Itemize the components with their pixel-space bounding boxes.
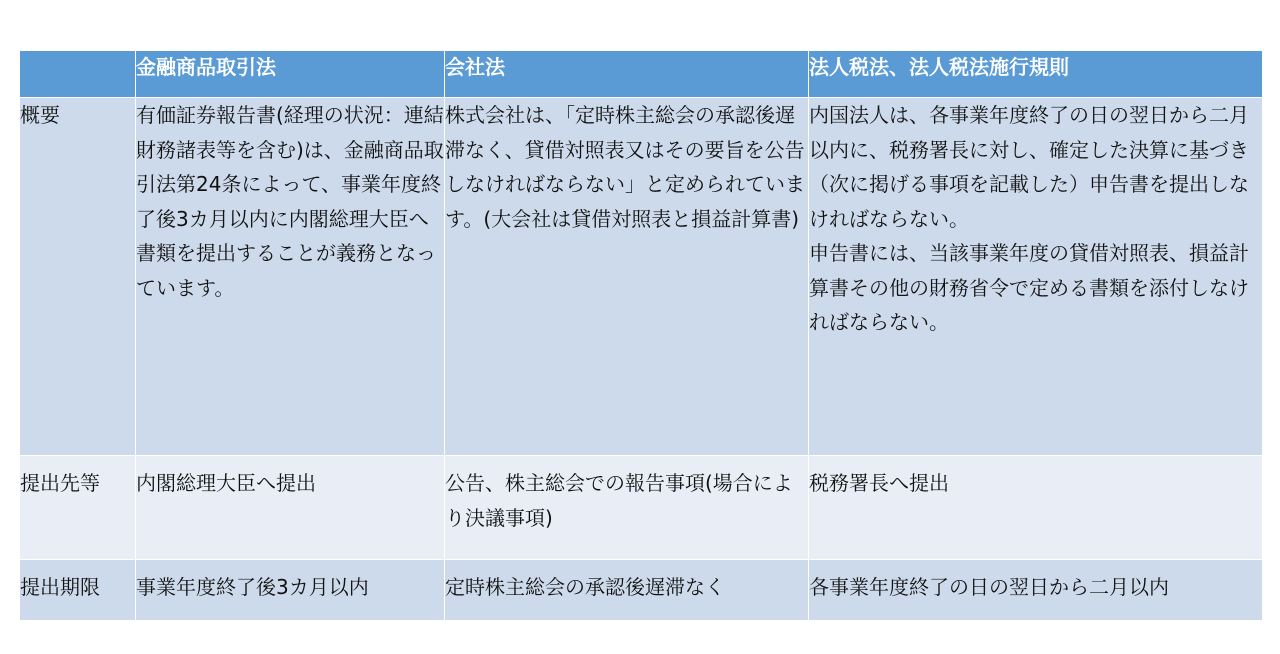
cell-text: 税務署長へ提出: [809, 471, 949, 495]
header-row: [20, 51, 1263, 98]
cell-text: 株式会社は、「定時株主総会の承認後遅滞なく、貸借対照表又はその要旨を公告しなければならない」と定められています。(大会社は貸借対照表と損益計算書): [445, 103, 805, 231]
cell-submission-to-companies-act: [445, 456, 809, 560]
header-corner: [20, 51, 136, 98]
cell-submission-to-fiea: [136, 456, 445, 560]
cell-text: 内国法人は、各事業年度終了の日の翌日から二月以内に、税務署長に対し、確定した決算に基づき（次に掲げる事項を記載した）申告書を提出しなければならない。: [809, 103, 1249, 231]
header-corporate-tax-act: 法人税法、法人税法施行規則: [809, 51, 1263, 98]
cell-text: 公告、株主総会での報告事項(場合により決議事項): [445, 471, 793, 530]
table-row-overview: [20, 98, 1263, 456]
cell-deadline-companies-act: [445, 560, 809, 621]
cell-overview-fiea: [136, 98, 445, 456]
table-row-deadline: [20, 560, 1263, 621]
table-row-submission-to: [20, 456, 1263, 560]
cell-text: 内閣総理大臣へ提出: [136, 471, 316, 495]
cell-text: 各事業年度終了の日の翌日から二月以内: [809, 575, 1169, 599]
cell-deadline-tax-act: [809, 560, 1263, 621]
cell-text: 申告書には、当該事業年度の貸借対照表、損益計算書その他の財務省令で定める書類を添付しなければならない。: [809, 241, 1249, 334]
row-label-overview: 概要: [20, 98, 136, 456]
row-label-submission-to: 提出先等: [20, 456, 136, 560]
cell-deadline-fiea: [136, 560, 445, 621]
header-companies-act: 会社法: [445, 51, 809, 98]
row-label-deadline: 提出期限: [20, 560, 136, 621]
header-fiea: 金融商品取引法: [136, 51, 445, 98]
comparison-table: [19, 50, 1263, 621]
cell-submission-to-tax-act: [809, 456, 1263, 560]
cell-overview-companies-act: [445, 98, 809, 456]
cell-text: 定時株主総会の承認後遅滞なく: [445, 575, 725, 599]
cell-overview-tax-act: [809, 98, 1263, 456]
cell-text: 事業年度終了後3カ月以内: [136, 575, 369, 599]
cell-text: 有価証券報告書(経理の状況：連結財務諸表等を含む)は、金融商品取引法第24条によって、事業年度終了後3カ月以内に内閣総理大臣へ書類を提出することが義務となっています。: [136, 103, 444, 300]
